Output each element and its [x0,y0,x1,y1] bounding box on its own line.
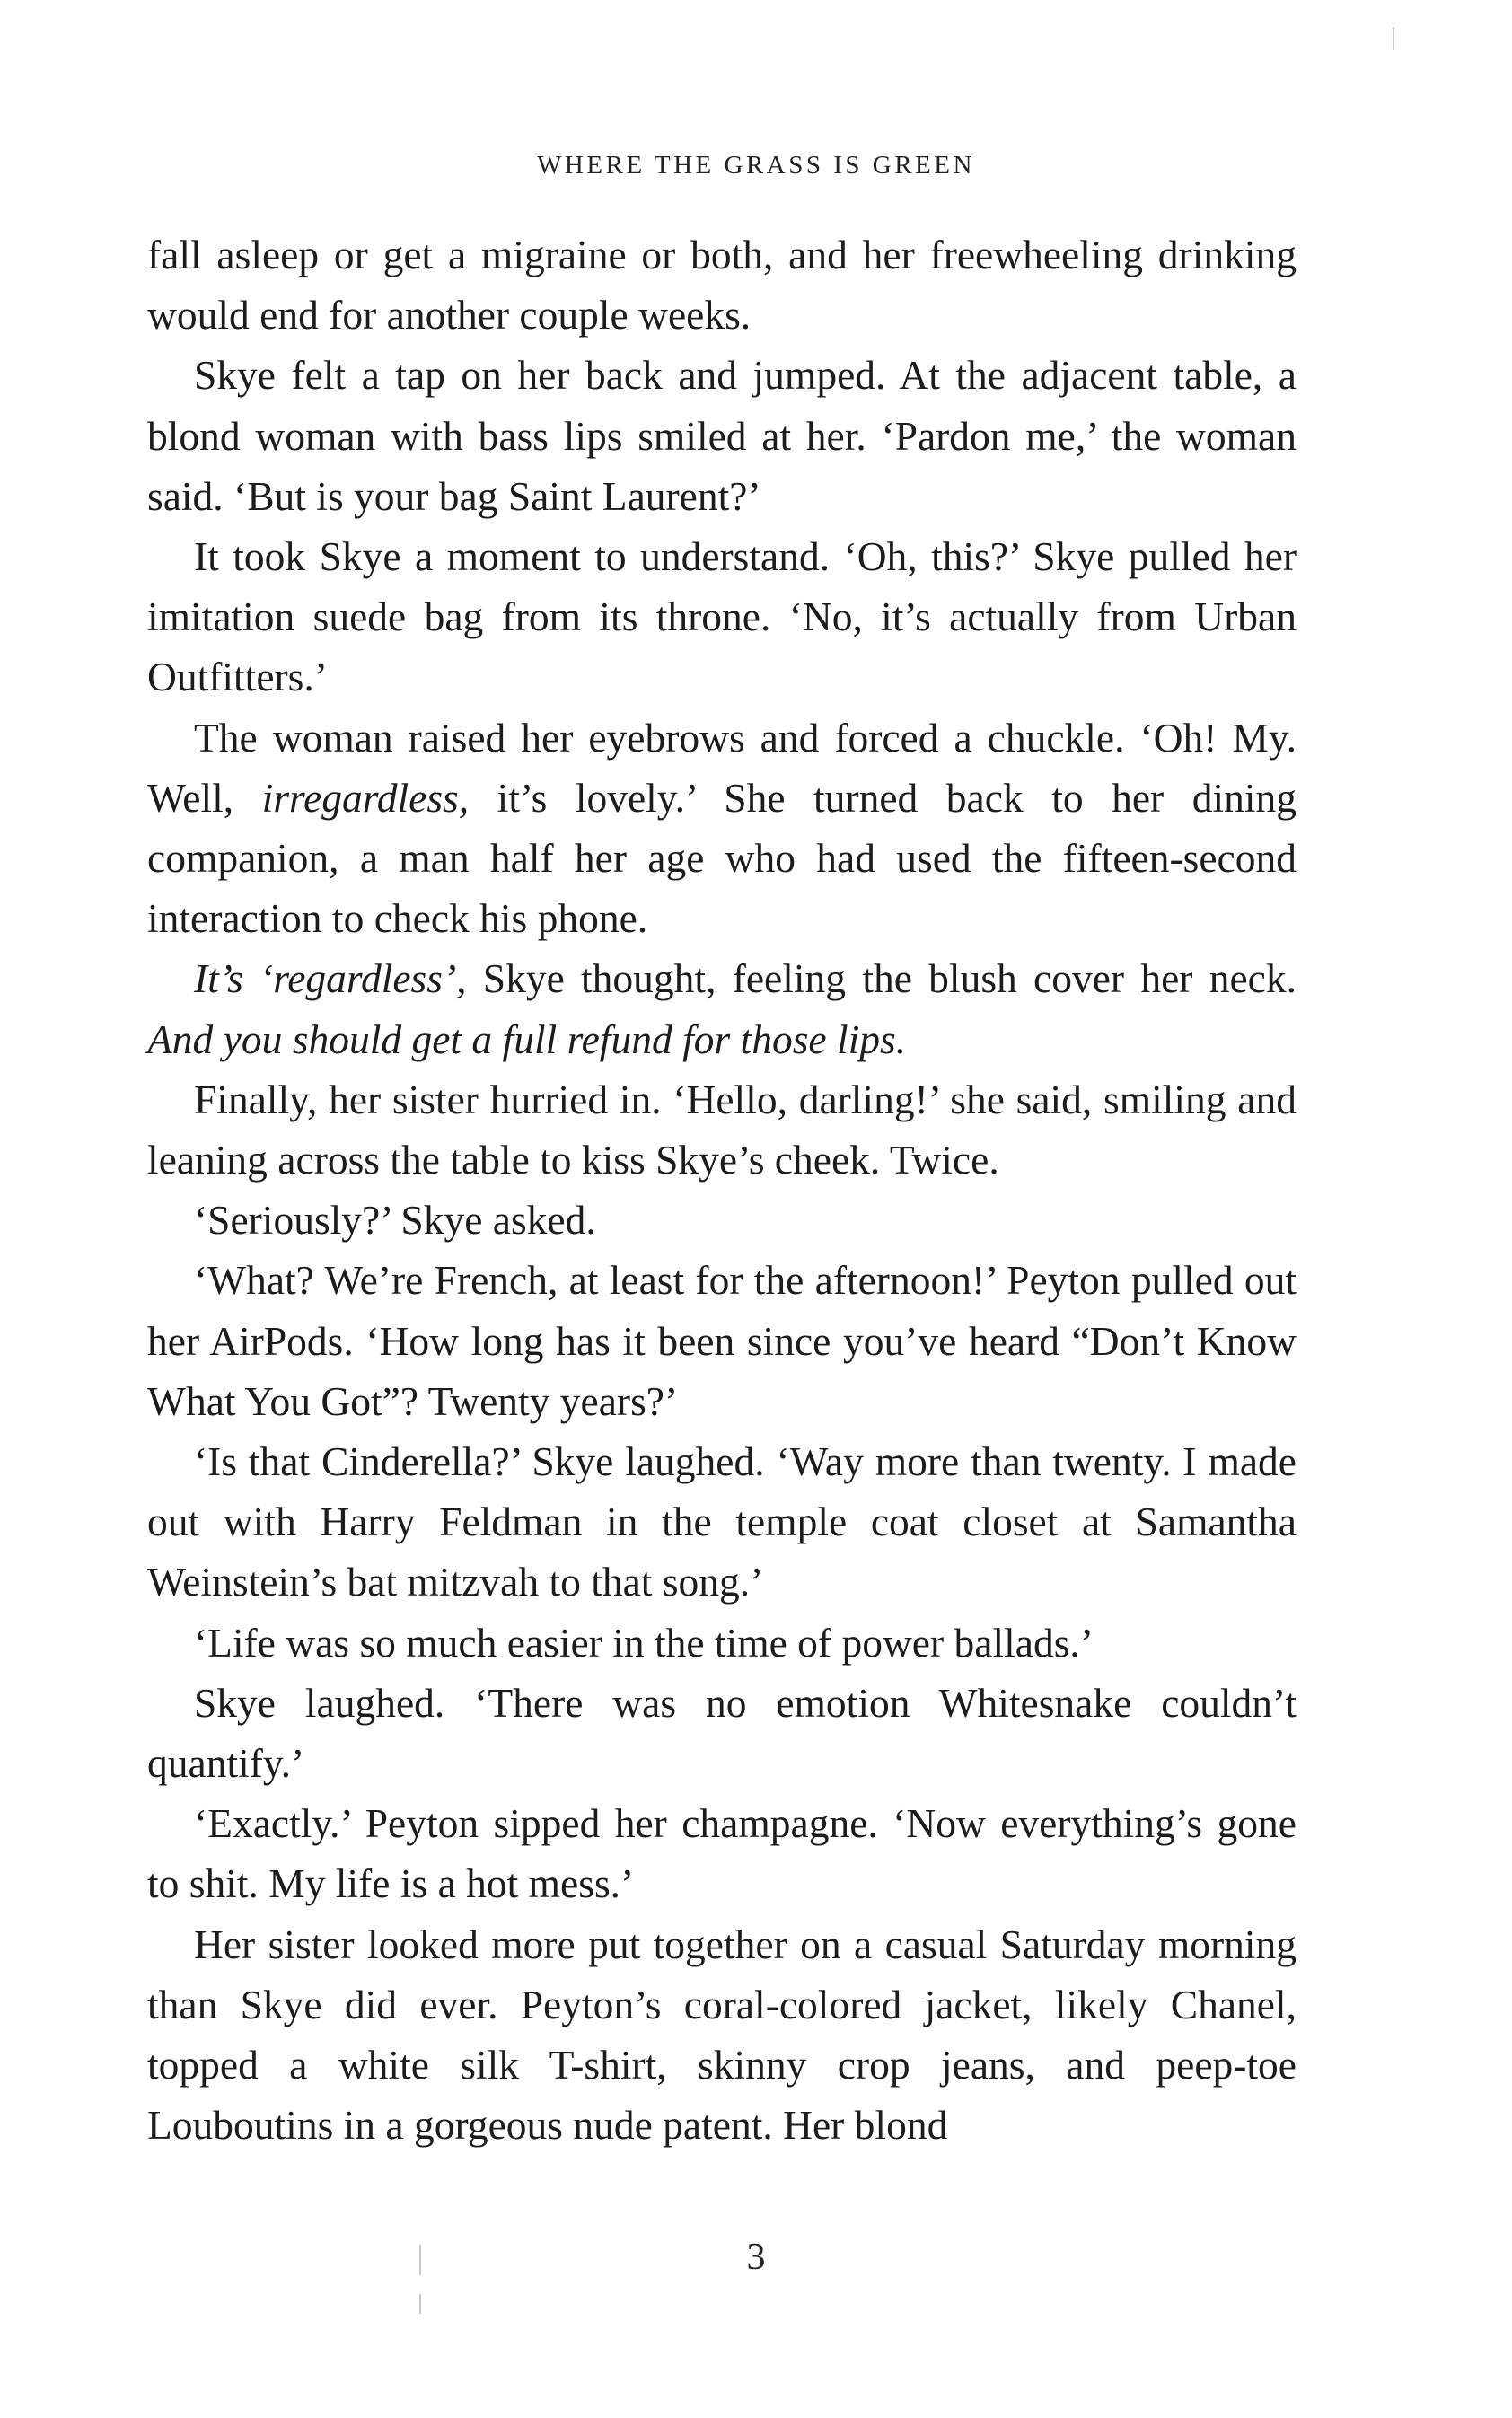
page-number: 3 [746,2237,766,2278]
paragraph [147,1793,1297,1913]
text-segment: it’s lovely.’ She turned back to her dining companion, a man half her age who had used the fifteen-second interaction to check his phone. [147,774,1297,942]
text-segment: Skye thought, feeling the blush cover her neck. [466,955,1297,1002]
text-segment: Her sister looked more put together on a casual Saturday morning than Skye did ever. Peyton’s coral-colored jacket, likely Chanel, topped a white silk T-shirt, skinny crop jeans, and peep-toe Louboutins in a gorgeous nude patent. Her blond [147,1921,1297,2149]
scan-mark [1393,27,1394,50]
text-segment: ‘Exactly.’ Peyton sipped her champagne. ‘Now everything’s gone to shit. My life is a hot mess.’ [147,1800,1297,1907]
text-segment: Skye laughed. ‘There was no emotion Whitesnake couldn’t quantify.’ [147,1679,1297,1787]
text-segment: It took Skye a moment to understand. ‘Oh, this?’ Skye pulled her imitation suede bag from its throne. ‘No, it’s actually from Urban Outfitters.’ [147,533,1297,700]
paragraph [147,948,1297,1068]
paragraph [147,526,1297,708]
text-segment: The woman raised her eyebrows and forced a chuckle. ‘Oh! My. Well, [147,714,1297,821]
running-head: WHERE THE GRASS IS GREEN [537,151,975,180]
paragraph [147,708,1297,949]
paragraph [147,345,1297,526]
text-segment: Skye felt a tap on her back and jumped. At the adjacent table, a blond woman with bass lips smiled at her. ‘Pardon me,’ the woman said. ‘But is your bag Saint Laurent?’ [147,352,1297,519]
scan-mark [419,2294,421,2314]
text-segment: ‘Life was so much easier in the time of power ballads.’ [194,1619,1094,1666]
paragraph [147,1431,1297,1613]
paragraph [147,1190,1297,1250]
text-segment: fall asleep or get a migraine or both, and her freewheeling drinking would end for another couple weeks. [147,232,1297,339]
italic-text: And you should get a full refund for those lips. [147,1016,907,1062]
text-segment: Finally, her sister hurried in. ‘Hello, darling!’ she said, smiling and leaning across the table to kiss Skye’s cheek. Twice. [147,1076,1297,1183]
italic-text: It’s ‘regardless’, [194,955,467,1002]
body-text [147,224,1297,2156]
paragraph [147,1673,1297,1793]
text-segment: ‘What? We’re French, at least for the afternoon!’ Peyton pulled out her AirPods. ‘How long has it been since you’ve heard “Don’t Know What You Got”? Twenty years?’ [147,1257,1297,1424]
paragraph [147,1613,1297,1673]
text-segment: ‘Is that Cinderella?’ Skye laughed. ‘Way more than twenty. I made out with Harry Feldman in the temple coat closet at Samantha Weinstein’s bat mitzvah to that song.’ [147,1438,1297,1605]
scan-mark [419,2245,421,2275]
italic-text: irregardless, [261,774,470,821]
paragraph [147,224,1297,345]
paragraph [147,1069,1297,1190]
paragraph [147,1914,1297,2156]
text-segment: ‘Seriously?’ Skye asked. [194,1197,596,1244]
paragraph [147,1250,1297,1431]
